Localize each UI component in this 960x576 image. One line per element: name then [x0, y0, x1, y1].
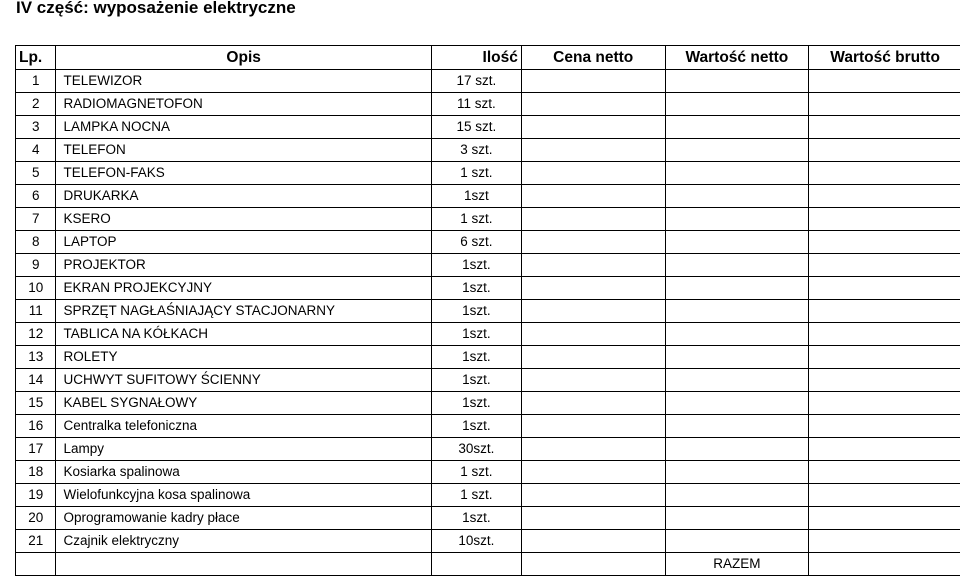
table-row: [16, 231, 960, 254]
table-row: [16, 438, 960, 461]
header-wartosc-brutto: Wartość brutto: [809, 46, 960, 70]
table-row: [16, 323, 960, 346]
cell-cena-netto: [521, 461, 665, 484]
cell-cena-netto: [521, 507, 665, 530]
cell-opis: Kosiarka spalinowa: [56, 461, 431, 484]
cell-wartosc-netto: [665, 162, 809, 185]
cell-wartosc-netto: [665, 369, 809, 392]
cell-lp: 18: [16, 461, 56, 484]
cell-lp: 2: [16, 93, 56, 116]
cell-ilosc: 30szt.: [431, 438, 521, 461]
cell-cena-netto: [521, 162, 665, 185]
cell-wartosc-brutto: [809, 208, 960, 231]
cell-lp: 4: [16, 139, 56, 162]
cell-lp: 21: [16, 530, 56, 553]
section-title: IV część: wyposażenie elektryczne: [16, 0, 296, 17]
table-row: [16, 507, 960, 530]
cell-opis: DRUKARKA: [56, 185, 431, 208]
cell-cena-netto: [521, 415, 665, 438]
cell-wartosc-brutto: [809, 185, 960, 208]
cell-wartosc-netto: [665, 277, 809, 300]
cell-opis: Czajnik elektryczny: [56, 530, 431, 553]
cell-lp: 6: [16, 185, 56, 208]
cell-wartosc-netto: [665, 415, 809, 438]
summary-empty-cell: [56, 553, 431, 576]
cell-lp: 8: [16, 231, 56, 254]
cell-opis: EKRAN PROJEKCYJNY: [56, 277, 431, 300]
cell-cena-netto: [521, 70, 665, 93]
cell-opis: Wielofunkcyjna kosa spalinowa: [56, 484, 431, 507]
cell-wartosc-netto: [665, 461, 809, 484]
cell-lp: 1: [16, 70, 56, 93]
cell-ilosc: 1szt.: [431, 277, 521, 300]
cell-lp: 19: [16, 484, 56, 507]
cell-opis: TELEFON: [56, 139, 431, 162]
cell-cena-netto: [521, 530, 665, 553]
cell-opis: UCHWYT SUFITOWY ŚCIENNY: [56, 369, 431, 392]
equipment-table: [15, 45, 960, 576]
cell-opis: Oprogramowanie kadry płace: [56, 507, 431, 530]
cell-lp: 11: [16, 300, 56, 323]
cell-wartosc-netto: [665, 185, 809, 208]
cell-ilosc: 1szt.: [431, 369, 521, 392]
cell-cena-netto: [521, 208, 665, 231]
cell-lp: 13: [16, 346, 56, 369]
table-row: [16, 254, 960, 277]
cell-wartosc-brutto: [809, 93, 960, 116]
cell-cena-netto: [521, 185, 665, 208]
table-row: [16, 461, 960, 484]
cell-ilosc: 17 szt.: [431, 70, 521, 93]
cell-cena-netto: [521, 139, 665, 162]
table-header-row: [16, 46, 960, 70]
cell-wartosc-netto: [665, 139, 809, 162]
cell-ilosc: 6 szt.: [431, 231, 521, 254]
cell-wartosc-brutto: [809, 484, 960, 507]
table-row: [16, 415, 960, 438]
cell-ilosc: 1szt.: [431, 323, 521, 346]
cell-opis: Centralka telefoniczna: [56, 415, 431, 438]
cell-cena-netto: [521, 254, 665, 277]
cell-opis: SPRZĘT NAGŁAŚNIAJĄCY STACJONARNY: [56, 300, 431, 323]
cell-wartosc-brutto: [809, 392, 960, 415]
table-row: [16, 530, 960, 553]
summary-empty-cell: [431, 553, 521, 576]
table-row: [16, 346, 960, 369]
cell-wartosc-brutto: [809, 530, 960, 553]
cell-cena-netto: [521, 369, 665, 392]
cell-lp: 12: [16, 323, 56, 346]
header-wartosc-netto: Wartość netto: [665, 46, 809, 70]
cell-lp: 5: [16, 162, 56, 185]
cell-opis: PROJEKTOR: [56, 254, 431, 277]
header-ilosc: Ilość: [431, 46, 521, 70]
cell-opis: KABEL SYGNAŁOWY: [56, 392, 431, 415]
summary-empty-cell: [521, 553, 665, 576]
table-row: [16, 162, 960, 185]
table-row: [16, 185, 960, 208]
cell-lp: 16: [16, 415, 56, 438]
cell-wartosc-brutto: [809, 438, 960, 461]
table-row: [16, 369, 960, 392]
cell-ilosc: 1szt.: [431, 254, 521, 277]
cell-wartosc-netto: [665, 392, 809, 415]
cell-wartosc-brutto: [809, 254, 960, 277]
header-cena-netto: Cena netto: [521, 46, 665, 70]
cell-opis: TELEFON-FAKS: [56, 162, 431, 185]
cell-wartosc-brutto: [809, 415, 960, 438]
cell-wartosc-netto: [665, 507, 809, 530]
cell-cena-netto: [521, 277, 665, 300]
cell-wartosc-brutto: [809, 277, 960, 300]
cell-wartosc-netto: [665, 484, 809, 507]
cell-cena-netto: [521, 300, 665, 323]
cell-wartosc-netto: [665, 231, 809, 254]
table-row: [16, 208, 960, 231]
cell-opis: TABLICA NA KÓŁKACH: [56, 323, 431, 346]
cell-lp: 9: [16, 254, 56, 277]
cell-cena-netto: [521, 116, 665, 139]
cell-ilosc: 1szt: [431, 185, 521, 208]
table-row: [16, 139, 960, 162]
cell-lp: 17: [16, 438, 56, 461]
header-opis: Opis: [56, 46, 431, 70]
header-lp: Lp.: [16, 46, 56, 70]
cell-wartosc-netto: [665, 254, 809, 277]
summary-empty-cell: [16, 553, 56, 576]
cell-wartosc-brutto: [809, 139, 960, 162]
cell-opis: LAMPKA NOCNA: [56, 116, 431, 139]
table-row: [16, 70, 960, 93]
cell-ilosc: 1szt.: [431, 415, 521, 438]
cell-wartosc-brutto: [809, 116, 960, 139]
cell-ilosc: 1 szt.: [431, 461, 521, 484]
cell-opis: ROLETY: [56, 346, 431, 369]
cell-wartosc-brutto: [809, 369, 960, 392]
summary-total-brutto: [809, 553, 960, 576]
table-row: [16, 277, 960, 300]
cell-cena-netto: [521, 93, 665, 116]
cell-ilosc: 1szt.: [431, 300, 521, 323]
summary-row: [16, 553, 960, 576]
cell-wartosc-brutto: [809, 346, 960, 369]
cell-wartosc-netto: [665, 70, 809, 93]
cell-wartosc-netto: [665, 346, 809, 369]
cell-ilosc: 15 szt.: [431, 116, 521, 139]
cell-wartosc-brutto: [809, 231, 960, 254]
cell-wartosc-brutto: [809, 162, 960, 185]
table-row: [16, 392, 960, 415]
cell-ilosc: 3 szt.: [431, 139, 521, 162]
table-row: [16, 484, 960, 507]
cell-wartosc-brutto: [809, 461, 960, 484]
cell-cena-netto: [521, 346, 665, 369]
cell-ilosc: 11 szt.: [431, 93, 521, 116]
cell-ilosc: 1szt.: [431, 507, 521, 530]
cell-wartosc-brutto: [809, 323, 960, 346]
cell-wartosc-netto: [665, 93, 809, 116]
cell-opis: KSERO: [56, 208, 431, 231]
cell-wartosc-brutto: [809, 300, 960, 323]
cell-lp: 20: [16, 507, 56, 530]
cell-lp: 3: [16, 116, 56, 139]
cell-wartosc-netto: [665, 116, 809, 139]
cell-cena-netto: [521, 231, 665, 254]
cell-ilosc: 1 szt.: [431, 208, 521, 231]
cell-cena-netto: [521, 392, 665, 415]
cell-ilosc: 1szt.: [431, 392, 521, 415]
cell-wartosc-netto: [665, 438, 809, 461]
cell-lp: 10: [16, 277, 56, 300]
summary-label: RAZEM: [665, 553, 809, 576]
cell-lp: 15: [16, 392, 56, 415]
table-row: [16, 93, 960, 116]
cell-lp: 14: [16, 369, 56, 392]
table-row: [16, 116, 960, 139]
cell-opis: RADIOMAGNETOFON: [56, 93, 431, 116]
cell-cena-netto: [521, 438, 665, 461]
cell-opis: TELEWIZOR: [56, 70, 431, 93]
cell-ilosc: 1szt.: [431, 346, 521, 369]
cell-wartosc-netto: [665, 530, 809, 553]
cell-wartosc-netto: [665, 300, 809, 323]
cell-wartosc-netto: [665, 323, 809, 346]
cell-cena-netto: [521, 484, 665, 507]
cell-ilosc: 10szt.: [431, 530, 521, 553]
table-row: [16, 300, 960, 323]
cell-wartosc-brutto: [809, 507, 960, 530]
cell-opis: Lampy: [56, 438, 431, 461]
cell-lp: 7: [16, 208, 56, 231]
cell-opis: LAPTOP: [56, 231, 431, 254]
cell-wartosc-brutto: [809, 70, 960, 93]
cell-ilosc: 1 szt.: [431, 162, 521, 185]
cell-ilosc: 1 szt.: [431, 484, 521, 507]
cell-cena-netto: [521, 323, 665, 346]
cell-wartosc-netto: [665, 208, 809, 231]
